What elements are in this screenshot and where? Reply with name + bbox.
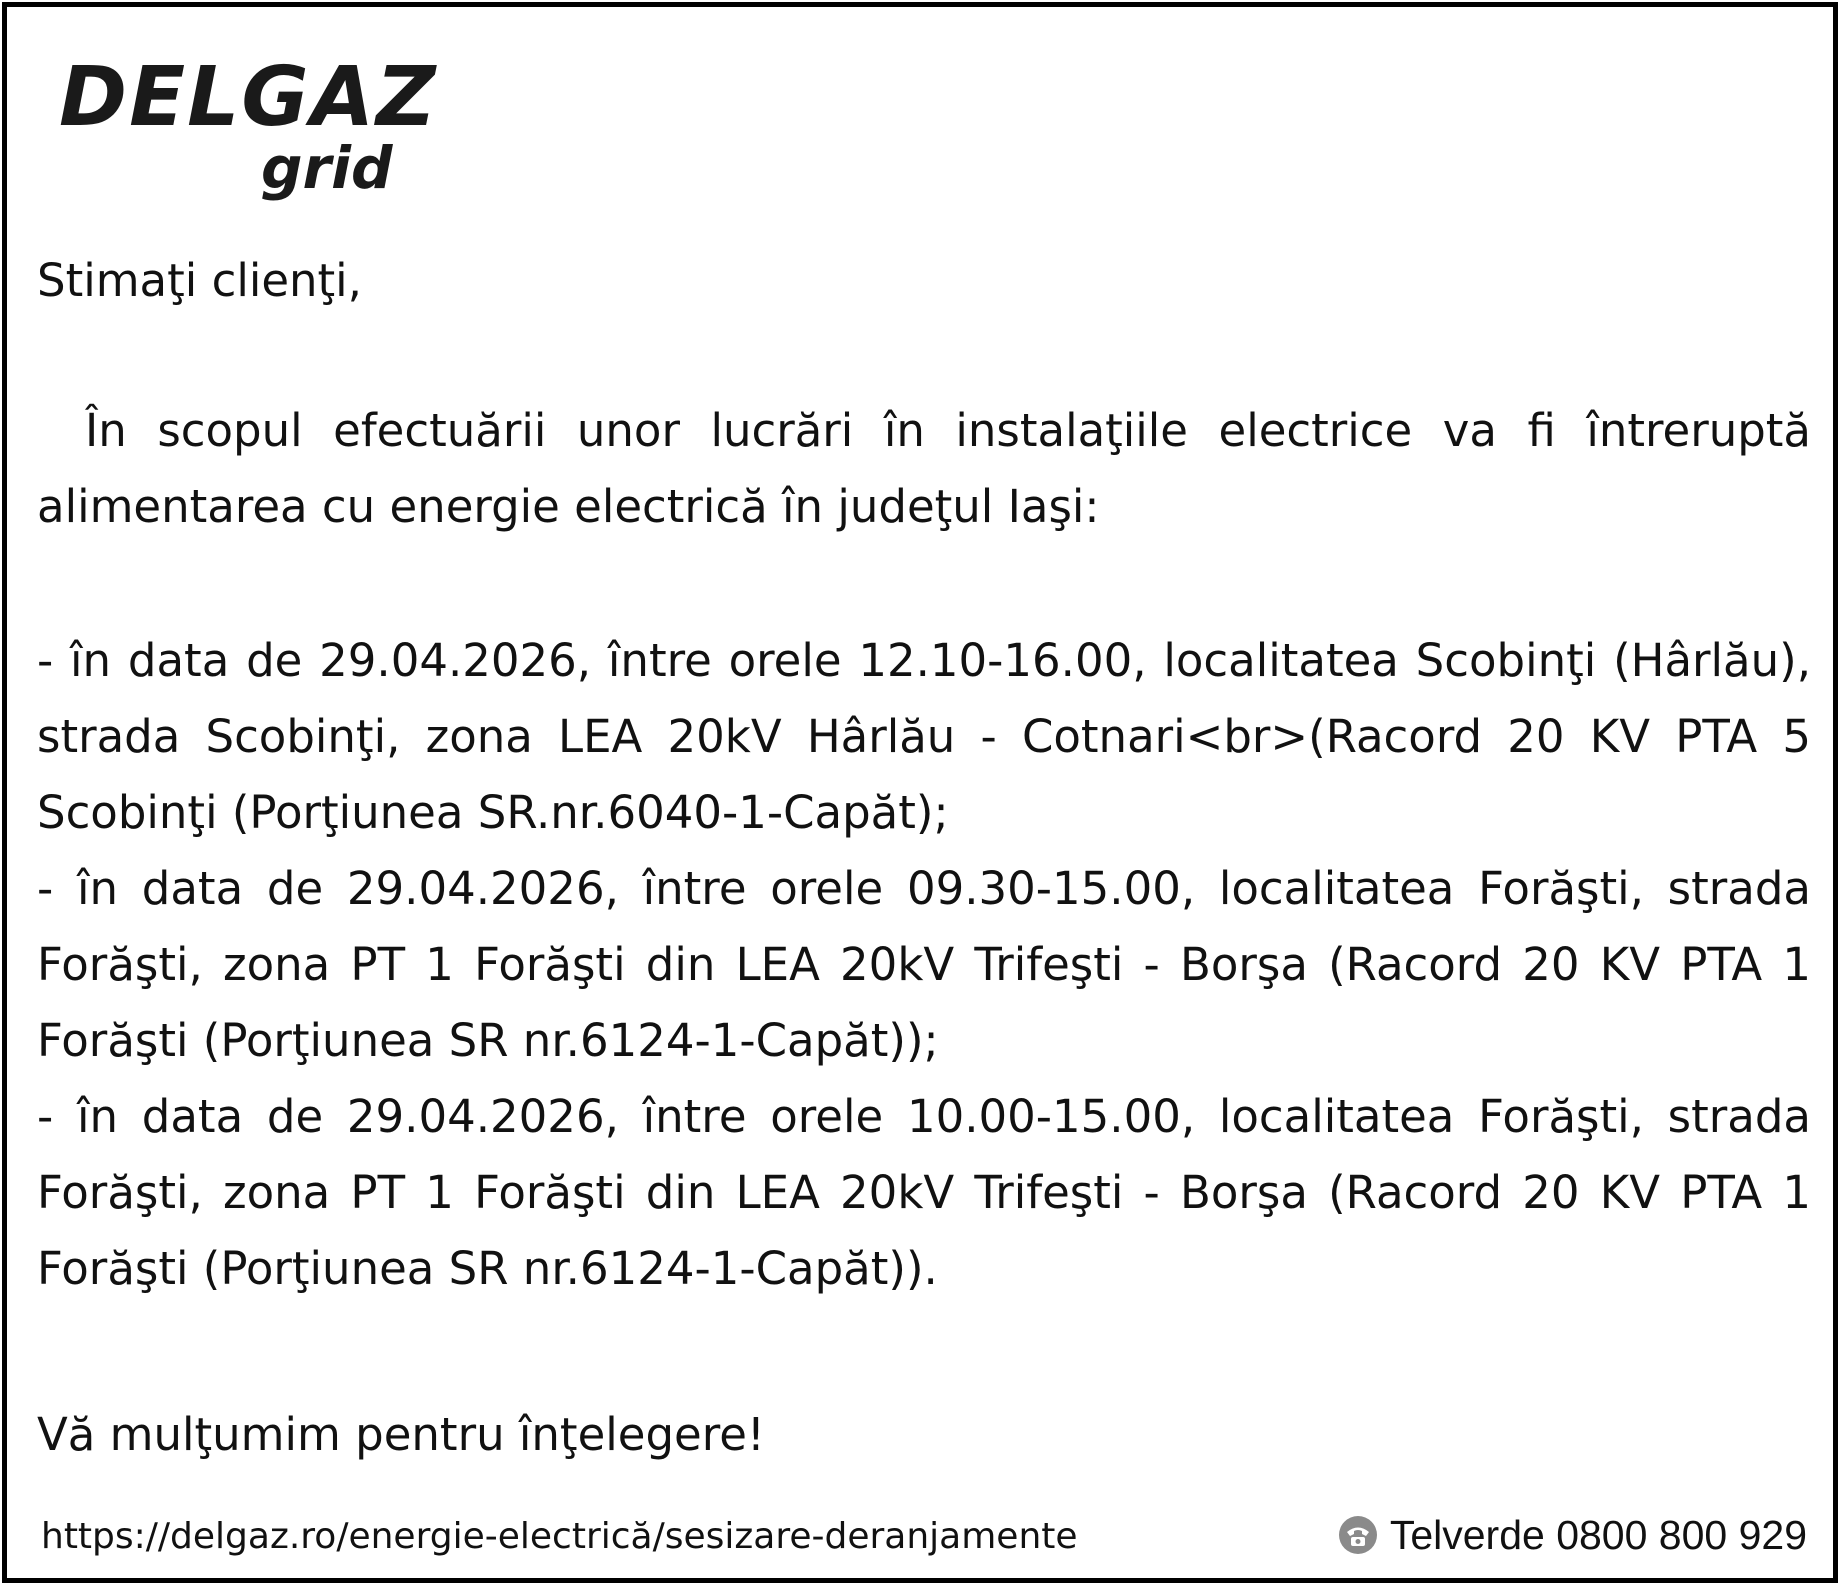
- notice-frame: [2, 2, 1838, 1583]
- telephone-icon: [1338, 1515, 1378, 1555]
- logo-wordmark: DELGAZ: [59, 50, 438, 145]
- hotline: [1338, 1511, 1807, 1559]
- outage-report-link[interactable]: https://delgaz.ro/energie-electrică/sesizare-deranjamente: [41, 1516, 1078, 1557]
- outage-item: - în data de 29.04.2026, între orele 10.00-15.00, localitatea Forăşti, strada Forăşti, zona PT 1 Forăşti din LEA 20kV Trifeşti - Borşa (Racord 20 KV PTA 1 Forăşti (Porţiunea SR nr.6124-1-Capăt)).: [37, 1090, 1811, 1295]
- outage-item: - în data de 29.04.2026, între orele 09.30-15.00, localitatea Forăşti, strada Forăşti, zona PT 1 Forăşti din LEA 20kV Trifeşti - Borşa (Racord 20 KV PTA 1 Forăşti (Porţiunea SR nr.6124-1-Capăt));: [37, 862, 1811, 1067]
- greeting: Stimaţi clienţi,: [37, 254, 362, 307]
- hotline-number: Telverde 0800 800 929: [1389, 1512, 1807, 1558]
- intro-paragraph: În scopul efectuării unor lucrări în instalaţiile electrice va fi întreruptă alimentarea cu energie electrică în judeţul Iaşi:: [37, 404, 1811, 533]
- outage-list: [37, 623, 1811, 1307]
- thanks-message: Vă mulţumim pentru înţelegere!: [37, 1408, 765, 1461]
- logo-subtitle: grid: [261, 134, 393, 202]
- outage-item: - în data de 29.04.2026, între orele 12.10-16.00, localitatea Scobinţi (Hârlău), strada Scobinţi, zona LEA 20kV Hârlău - Cotnari<br>(Racord 20 KV PTA 5 Scobinţi (Porţiunea SR.nr.6040-1-Capăt);: [37, 634, 1811, 839]
- delgaz-grid-logo: [59, 50, 438, 202]
